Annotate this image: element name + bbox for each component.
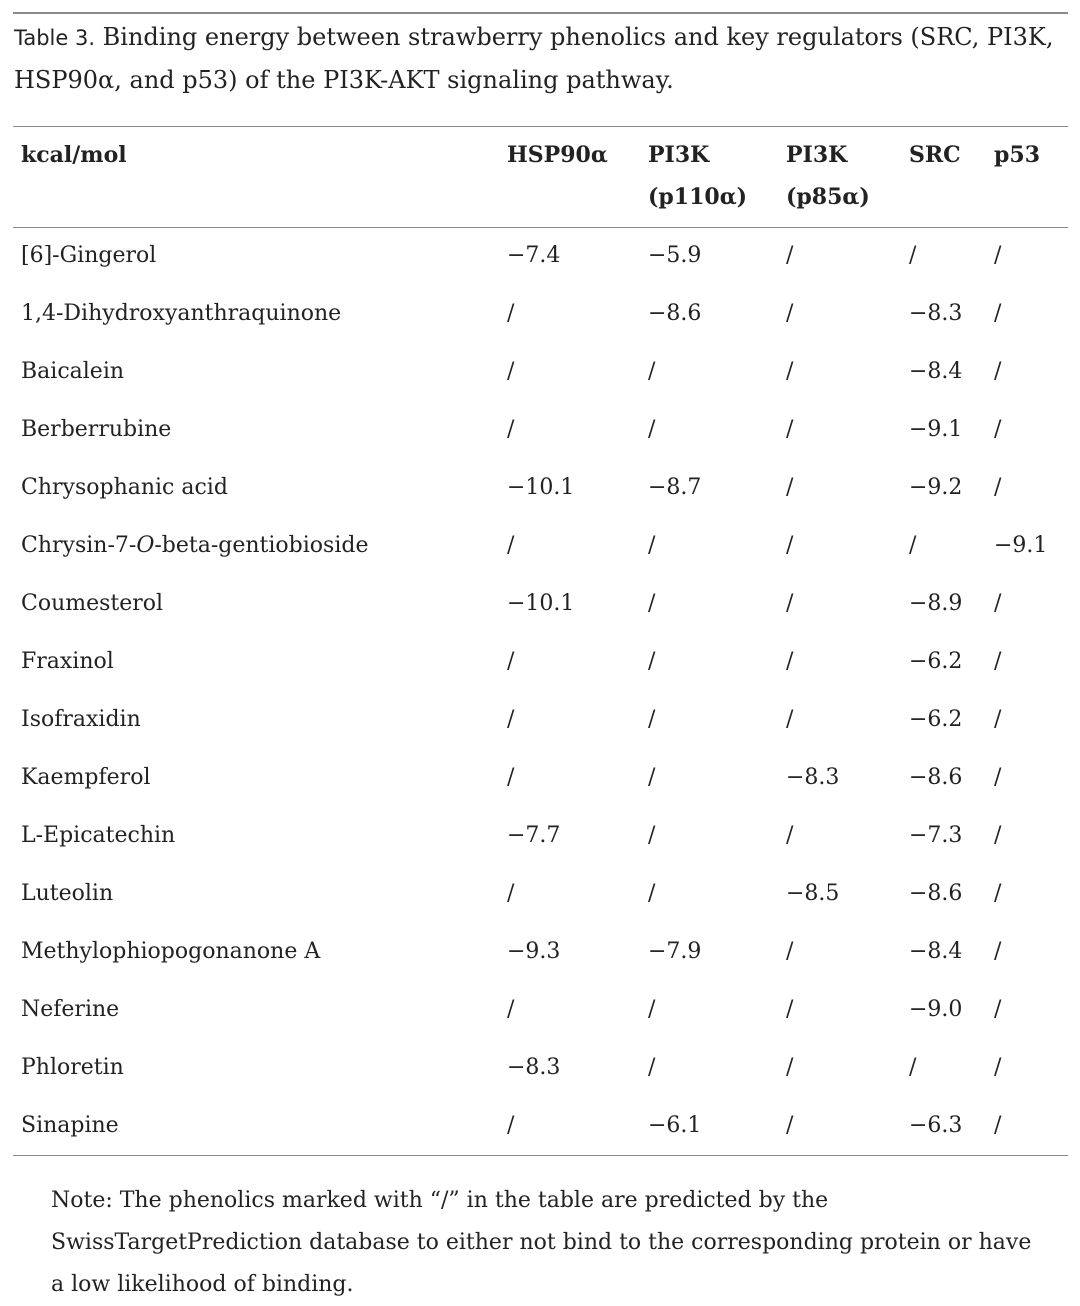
compound-name-cell: Methylophiopogonanone A [21, 939, 321, 964]
compound-name-cell: [6]-Gingerol [21, 243, 157, 268]
binding-energy-cell: / [909, 1055, 917, 1080]
table-row [0, 350, 1080, 408]
binding-energy-cell: / [994, 881, 1002, 906]
binding-energy-cell: −10.1 [507, 475, 575, 500]
column-header-pi3k-p110a: PI3K (p110α) [648, 142, 748, 210]
compound-name-cell: Isofraxidin [21, 707, 141, 732]
table-bottom-rule [13, 1155, 1068, 1156]
binding-energy-cell: / [994, 301, 1002, 326]
binding-energy-cell: −5.9 [648, 243, 702, 268]
binding-energy-cell: / [786, 417, 794, 442]
binding-energy-cell: −8.7 [648, 475, 702, 500]
binding-energy-cell: −7.9 [648, 939, 702, 964]
caption-text: Binding energy between strawberry phenolics and key regulators (SRC, PI3K, HSP90α, and p53) of the PI3K-AKT signaling pathway. [14, 23, 1054, 94]
binding-energy-cell: / [786, 301, 794, 326]
header-bottom-rule [13, 227, 1068, 228]
table-body [0, 234, 1080, 1162]
compound-name-cell: Berberrubine [21, 417, 172, 442]
table-row [0, 1104, 1080, 1162]
binding-energy-cell: / [994, 765, 1002, 790]
binding-energy-cell: / [786, 533, 794, 558]
table-header [0, 134, 1080, 224]
compound-name-cell: 1,4-Dihydroxyanthraquinone [21, 301, 342, 326]
binding-energy-cell: / [994, 939, 1002, 964]
binding-energy-cell: −6.3 [909, 1113, 963, 1138]
binding-energy-cell: −8.9 [909, 591, 963, 616]
binding-energy-cell: / [507, 1113, 515, 1138]
binding-energy-cell: / [994, 1055, 1002, 1080]
binding-energy-cell: / [648, 1055, 656, 1080]
table-caption [14, 16, 1064, 101]
binding-energy-cell: / [786, 243, 794, 268]
binding-energy-cell: / [994, 359, 1002, 384]
binding-energy-cell: −8.3 [909, 301, 963, 326]
binding-energy-cell: / [507, 997, 515, 1022]
binding-energy-cell: −9.0 [909, 997, 963, 1022]
binding-energy-cell: −8.4 [909, 939, 963, 964]
binding-energy-cell: −9.3 [507, 939, 561, 964]
compound-name-cell: Chrysin-7-O-beta-gentiobioside [21, 533, 369, 558]
column-header-p53: p53 [994, 142, 1040, 168]
top-rule [13, 12, 1068, 14]
binding-energy-cell: / [786, 997, 794, 1022]
binding-energy-cell: / [507, 649, 515, 674]
binding-energy-cell: / [994, 823, 1002, 848]
binding-energy-cell: −6.2 [909, 707, 963, 732]
caption-label: Table 3. [14, 26, 96, 50]
binding-energy-cell: −9.2 [909, 475, 963, 500]
table-note: Note: The phenolics marked with “/” in the table are predicted by the SwissTargetPrediction database to either not bind to the corresponding protein or have a low likelihood of binding. [51, 1188, 1032, 1297]
binding-energy-cell: −9.1 [909, 417, 963, 442]
binding-energy-cell: −8.6 [909, 881, 963, 906]
binding-energy-cell: / [648, 765, 656, 790]
binding-energy-cell: / [786, 591, 794, 616]
binding-energy-cell: −8.3 [507, 1055, 561, 1080]
compound-name-cell: Sinapine [21, 1113, 119, 1138]
table-row [0, 814, 1080, 872]
binding-energy-cell: / [786, 1055, 794, 1080]
binding-energy-cell: −9.1 [994, 533, 1048, 558]
binding-energy-cell: / [909, 533, 917, 558]
table-row [0, 872, 1080, 930]
binding-energy-cell: / [994, 417, 1002, 442]
compound-name-cell: Kaempferol [21, 765, 151, 790]
column-header-pi3k-p85a: PI3K (p85α) [786, 142, 870, 210]
compound-name-cell: Chrysophanic acid [21, 475, 228, 500]
binding-energy-cell: / [648, 533, 656, 558]
binding-energy-cell: / [786, 823, 794, 848]
table-row [0, 640, 1080, 698]
compound-name-cell: Coumesterol [21, 591, 164, 616]
binding-energy-cell: −8.4 [909, 359, 963, 384]
binding-energy-cell: −6.1 [648, 1113, 702, 1138]
binding-energy-cell: −8.6 [648, 301, 702, 326]
table-row [0, 988, 1080, 1046]
binding-energy-cell: / [648, 417, 656, 442]
binding-energy-cell: / [507, 707, 515, 732]
table-row [0, 582, 1080, 640]
binding-energy-cell: / [786, 1113, 794, 1138]
table-row [0, 524, 1080, 582]
compound-name-cell: Luteolin [21, 881, 114, 906]
column-header-hsp90a: HSP90α [507, 142, 608, 168]
table-row [0, 698, 1080, 756]
binding-energy-cell: / [507, 533, 515, 558]
binding-energy-cell: / [786, 707, 794, 732]
binding-energy-cell: / [786, 649, 794, 674]
binding-energy-cell: −8.3 [786, 765, 840, 790]
binding-energy-cell: / [648, 359, 656, 384]
binding-energy-cell: −7.7 [507, 823, 561, 848]
binding-energy-cell: / [786, 475, 794, 500]
binding-energy-cell: / [994, 243, 1002, 268]
binding-energy-cell: / [786, 939, 794, 964]
compound-name-cell: Fraxinol [21, 649, 114, 674]
binding-energy-cell: / [994, 475, 1002, 500]
binding-energy-cell: −6.2 [909, 649, 963, 674]
binding-energy-cell: / [507, 417, 515, 442]
binding-energy-cell: −8.5 [786, 881, 840, 906]
binding-energy-cell: / [648, 707, 656, 732]
binding-energy-cell: / [786, 359, 794, 384]
table-row [0, 234, 1080, 292]
binding-energy-cell: / [994, 649, 1002, 674]
binding-energy-cell: / [507, 359, 515, 384]
binding-energy-cell: / [648, 591, 656, 616]
binding-energy-cell: −7.3 [909, 823, 963, 848]
column-header-unit: kcal/mol [21, 142, 127, 168]
table-row [0, 930, 1080, 988]
binding-energy-cell: / [994, 997, 1002, 1022]
binding-energy-cell: / [507, 301, 515, 326]
table-row [0, 1046, 1080, 1104]
compound-name-cell: Neferine [21, 997, 120, 1022]
binding-energy-cell: / [507, 881, 515, 906]
table-row [0, 408, 1080, 466]
binding-energy-cell: / [994, 707, 1002, 732]
binding-energy-cell: −7.4 [507, 243, 561, 268]
binding-energy-cell: / [648, 823, 656, 848]
compound-name-cell: L-Epicatechin [21, 823, 176, 848]
header-top-rule [13, 126, 1068, 127]
binding-energy-cell: −10.1 [507, 591, 575, 616]
binding-energy-cell: / [994, 591, 1002, 616]
compound-name-cell: Baicalein [21, 359, 125, 384]
binding-energy-cell: / [648, 881, 656, 906]
column-header-src: SRC [909, 142, 961, 168]
table-row [0, 466, 1080, 524]
compound-name-cell: Phloretin [21, 1055, 124, 1080]
binding-energy-cell: / [909, 243, 917, 268]
binding-energy-cell: / [648, 649, 656, 674]
binding-energy-cell: −8.6 [909, 765, 963, 790]
table-row [0, 292, 1080, 350]
binding-energy-cell: / [507, 765, 515, 790]
binding-energy-cell: / [994, 1113, 1002, 1138]
binding-energy-cell: / [648, 997, 656, 1022]
table-row [0, 756, 1080, 814]
